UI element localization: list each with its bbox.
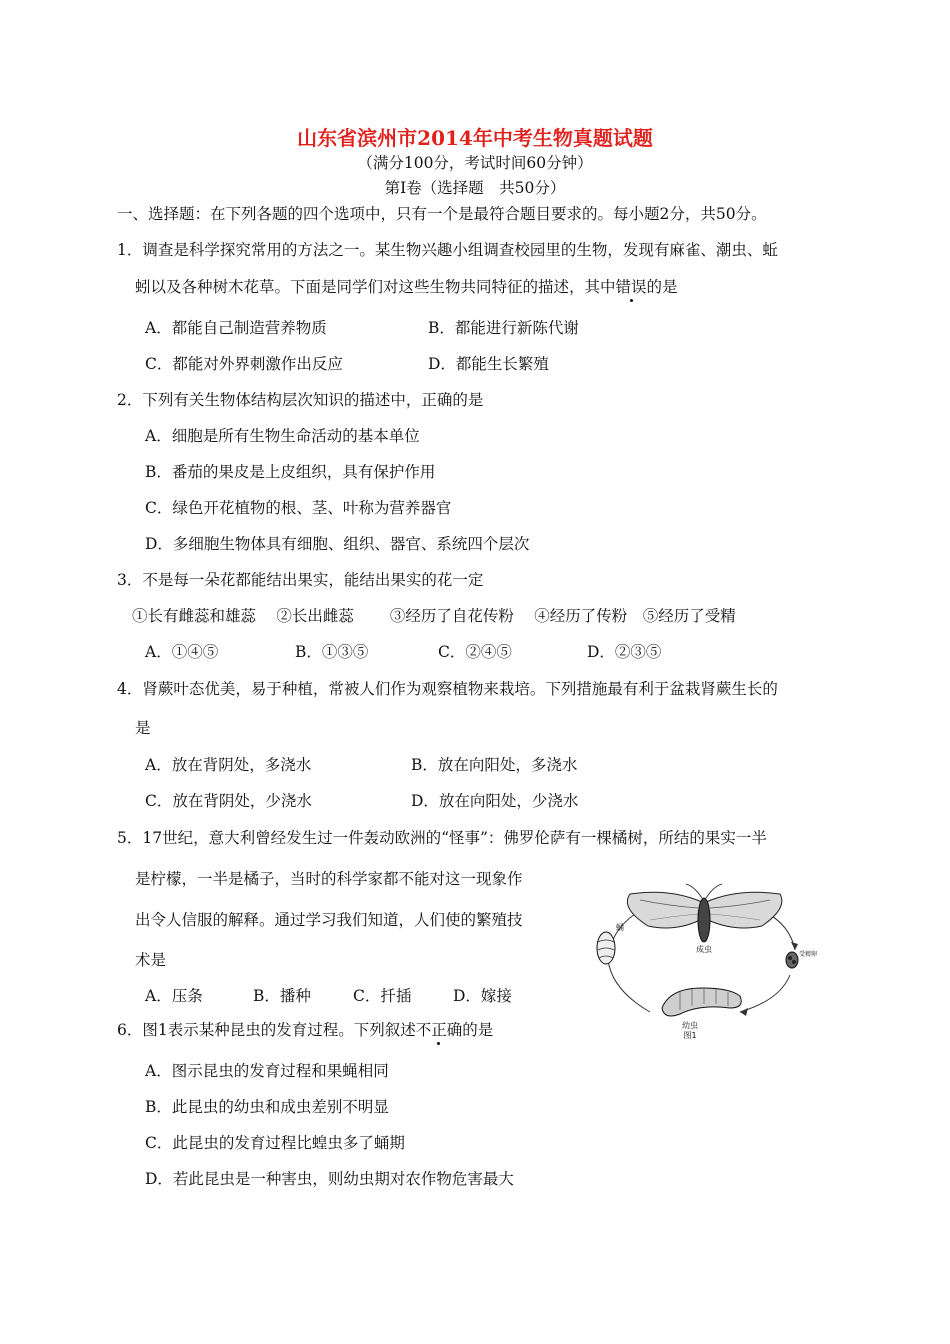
q6-option-b[interactable]: B．此昆虫的幼虫和成虫差别不明显 (145, 1098, 389, 1116)
cycle-arrow-left (608, 912, 650, 1012)
q4-stem-line2: 是 (135, 719, 151, 737)
q6-option-d[interactable]: D．若此昆虫是一种害虫，则幼虫期对农作物危害最大 (145, 1170, 514, 1188)
insect-life-cycle-figure (590, 880, 818, 1040)
egg-cluster-icon (786, 952, 798, 968)
q4-stem-line1: 4．肾蕨叶态优美，易于种植，常被人们作为观察植物来栽培。下列措施最有利于盆栽肾蕨生长的 (117, 680, 778, 698)
q6-option-c[interactable]: C．此昆虫的发育过程比蝗虫多了蛹期 (145, 1134, 405, 1152)
q5-option-d[interactable]: D．嫁接 (453, 987, 512, 1005)
arrow-head-bottom (740, 1008, 748, 1016)
q3-option-c[interactable]: C．②④⑤ (438, 643, 512, 661)
q2-option-c[interactable]: C．绿色开花植物的根、茎、叶称为营养器官 (145, 499, 452, 517)
q1-stem-text: 蚓以及各种树木花草。下面是同学们对这些生物共同特征的描述，其中 (135, 278, 616, 296)
q2-option-b[interactable]: B．番茄的果皮是上皮组织，具有保护作用 (145, 463, 436, 481)
exam-subtitle: （满分100分，考试时间60分钟） (357, 154, 593, 172)
q5-stem-line3: 出令人信服的解释。通过学习我们知道，人们使的繁殖技 (135, 911, 523, 929)
exam-part-heading: 第Ⅰ卷（选择题 共50分） (384, 179, 566, 197)
figure-caption: 图1 (683, 1031, 697, 1040)
cycle-arrow-bottom (740, 975, 790, 1012)
q2-stem: 2．下列有关生物体结构层次知识的描述中，正确的是 (117, 391, 484, 409)
q4-option-b[interactable]: B．放在向阳处，多浇水 (411, 756, 578, 774)
q3-option-a[interactable]: A．①④⑤ (145, 643, 219, 661)
arrow-head-right (791, 942, 798, 950)
page-title: 山东省滨州市2014年中考生物真题试题 (297, 126, 653, 150)
label-adult: 成虫 (696, 945, 712, 954)
label-pupa: 蛹 (616, 923, 624, 932)
q3-option-d[interactable]: D．②③⑤ (587, 643, 662, 661)
q5-stem-line4: 术是 (135, 951, 167, 969)
section-instruction: 一、选择题：在下列各题的四个选项中，只有一个是最符合题目要求的。每小题2分，共50分。 (117, 205, 767, 223)
q1-emphasis: 错误 (615, 278, 647, 296)
q1-stem-line2 (135, 277, 678, 297)
q2-option-a[interactable]: A．细胞是所有生物生命活动的基本单位 (145, 427, 420, 445)
q4-option-c[interactable]: C．放在背阴处，少浇水 (145, 792, 312, 810)
q5-option-a[interactable]: A．压条 (145, 987, 203, 1005)
q1-option-c[interactable]: C．都能对外界刺激作出反应 (145, 355, 343, 373)
q1-option-a[interactable]: A．都能自己制造营养物质 (145, 319, 327, 337)
q5-stem-line1: 5．17世纪，意大利曾经发生过一件轰动欧洲的“怪事”：佛罗伦萨有一棵橘树，所结的果实一半 (117, 829, 767, 847)
q1-stem-end: 的是 (646, 278, 678, 296)
pupa-icon (597, 932, 615, 964)
q6-option-a[interactable]: A．图示昆虫的发育过程和果蝇相同 (145, 1062, 389, 1080)
q5-option-b[interactable]: B．播种 (253, 987, 311, 1005)
q3-items: ①长有雌蕊和雄蕊 ②长出雌蕊 ③经历了自花传粉 ④经历了传粉 ⑤经历了受精 (132, 607, 736, 625)
q3-stem: 3．不是每一朵花都能结出果实，能结出果实的花一定 (117, 571, 484, 589)
q5-option-c[interactable]: C．扦插 (353, 987, 412, 1005)
label-egg: 受精卵 (799, 951, 818, 958)
q6-stem (117, 1020, 493, 1040)
q3-option-b[interactable]: B．①③⑤ (295, 643, 369, 661)
q6-stem-text: 6．图1表示某种昆虫的发育过程。下列叙述 (117, 1021, 416, 1039)
q1-option-b[interactable]: B．都能进行新陈代谢 (428, 319, 579, 337)
q4-option-a[interactable]: A．放在背阴处，多浇水 (145, 756, 312, 774)
q6-emphasis: 不正确 (415, 1021, 463, 1039)
q5-stem-line2: 是柠檬，一半是橘子，当时的科学家都不能对这一现象作 (135, 870, 523, 888)
q4-option-d[interactable]: D．放在向阳处，少浇水 (411, 792, 579, 810)
adult-moth-icon (627, 884, 782, 942)
label-larva: 幼虫 (682, 1021, 698, 1030)
q2-option-d[interactable]: D．多细胞生物体具有细胞、组织、器官、系统四个层次 (145, 535, 530, 553)
life-cycle-diagram (590, 880, 818, 1040)
larva-icon (662, 988, 741, 1016)
q1-stem-line1: 1．调查是科学探究常用的方法之一。某生物兴趣小组调查校园里的生物，发现有麻雀、潮虫、蚯 (117, 241, 778, 259)
q6-stem-end: 的是 (462, 1021, 494, 1039)
q1-option-d[interactable]: D．都能生长繁殖 (428, 355, 549, 373)
